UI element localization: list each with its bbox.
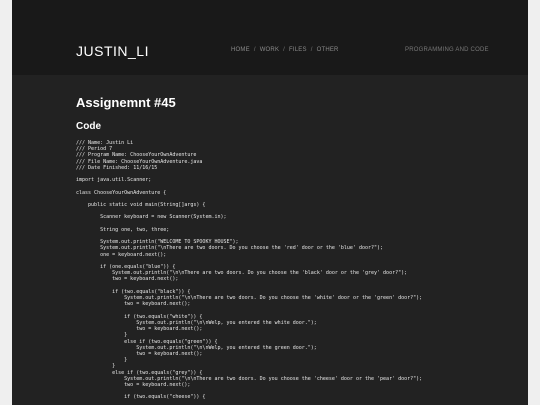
- nav-files[interactable]: FILES: [289, 47, 307, 53]
- nav-separator: /: [283, 47, 286, 53]
- code-block: /// Name: Justin Li /// Period 7 /// Program Name: ChooseYourOwnAdventure /// File Name: ChooseYourOwnAdventure.java /// Date Finished: 11/16/15 import java.util.Scanner; class ChooseYourOwnAdventure { public static void main(String[]args) { Scanner keyboard = new Scanner(System.in); String one, two, three; System.out.println("WELCOME TO SPOOKY HOUSE"); System.out.println("\nThere are two doors. Do you choose the 'red' door or the 'blue' door?"); one = keyboard.next(); if (one.equals("blue")) { System.out.println("\n\nThere are two doors. Do you choose the 'black' door or the 'grey' door?"); two = keyboard.next(); if (two.equals("black")) { System.out.println("\n\nThere are two doors. Do you choose the 'white' door or the 'green' door?"); two = keyboard.next(); if (two.equals("white")) { System.out.println("\n\nWelp, you entered the white door."); two = keyboard.next(); } else if (two.equals("green")) { System.out.println("\n\nWelp, you entered the green door."); two = keyboard.next(); } } else if (two.equals("grey")) { System.out.println("\n\nThere are two doors. Do you choose the 'cheese' door or the 'pear' door?"); two = keyboard.next(); if (two.equals("cheese")) {: [76, 140, 423, 401]
- nav-work[interactable]: WORK: [259, 47, 280, 53]
- nav-separator: /: [253, 47, 256, 53]
- main-content: [12, 75, 528, 405]
- site-brand[interactable]: JUSTIN_LI: [76, 43, 149, 59]
- site-header: [12, 0, 528, 75]
- main-nav: [231, 47, 339, 53]
- page-title: Assignemnt #45: [76, 95, 176, 110]
- nav-other[interactable]: OTHER: [316, 47, 339, 53]
- section-heading: Code: [76, 121, 101, 132]
- nav-separator: /: [310, 47, 313, 53]
- site-tagline: PROGRAMMING AND CODE: [405, 47, 489, 53]
- nav-home[interactable]: HOME: [231, 47, 250, 53]
